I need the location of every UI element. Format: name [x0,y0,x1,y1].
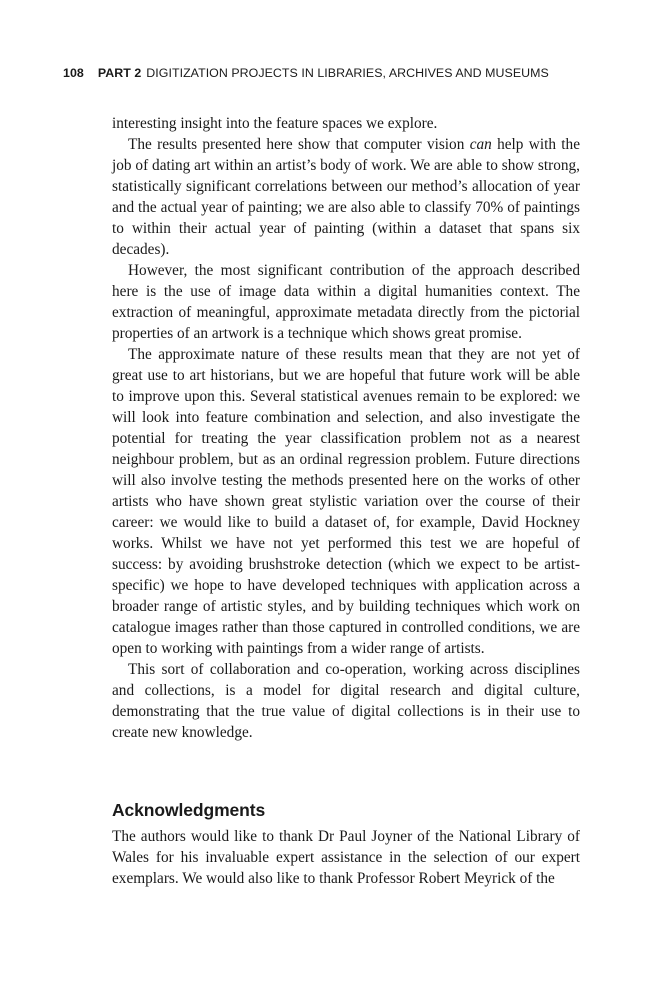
part-label: PART 2 [97,66,142,80]
paragraph-contribution: However, the most significant contribution of the approach described here is the use of image data within a digital humanities context. The extraction of meaningful, approximate metadata directly from the pictorial properties of an artwork is a technique which shows great promise. [112,262,580,342]
emphasis-can: can [469,136,492,153]
acknowledgments-text [112,826,580,889]
paragraph-results-part2: help with the job of dating art within an artist’s body of work. We are able to show strong, statistically significant correlations between our method’s allocation of year and the actual year of painting; we are also able to classify 70% of paintings to within their actual year of painting (within a dataset that spans six decades). [112,136,580,258]
paragraph-results-part1: The results presented here show that computer vision [128,136,470,153]
paragraph-continuation: interesting insight into the feature spaces we explore. [112,115,438,132]
running-head [63,66,549,80]
paragraph-future-work: The approximate nature of these results mean that they are not yet of great use to art historians, but we are hopeful that future work will be able to improve upon this. Several statistical avenues remain to be explored: we will look into feature combination and selection, and also investigate the potential for treating the year classification problem not as a nearest neighbour problem, but as an ordinal regression problem. Future directions will also involve testing the methods presented here on the works of other artists who have shown great stylistic variation over the course of their career: we would like to build a dataset of, for example, David Hockney works. Whilst we have not yet performed this test we are hopeful of success: by avoiding brushstroke detection (which we expect to be artist-specific) we hope to have developed techniques with application across a broader range of artistic styles, and by building techniques which work on catalogue images rather than those captured in controlled conditions, we are open to working with paintings from a wider range of artists. [112,346,580,657]
paragraph-collaboration: This sort of collaboration and co-operation, working across disciplines and collections, is a model for digital research and digital culture, demonstrating that the true value of digital collections is in their use to create new knowledge. [112,661,580,741]
body-text [112,113,580,743]
part-title: DIGITIZATION PROJECTS IN LIBRARIES, ARCHIVES AND MUSEUMS [146,66,549,80]
section-heading-acknowledgments: Acknowledgments [112,800,266,820]
page-number: 108 [63,66,84,80]
paragraph-results [112,134,580,260]
paragraph-acknowledgments: The authors would like to thank Dr Paul Joyner of the National Library of Wales for his invaluable expert assistance in the selection of our expert exemplars. We would also like to thank Professor Robert Meyrick of the [112,828,580,887]
